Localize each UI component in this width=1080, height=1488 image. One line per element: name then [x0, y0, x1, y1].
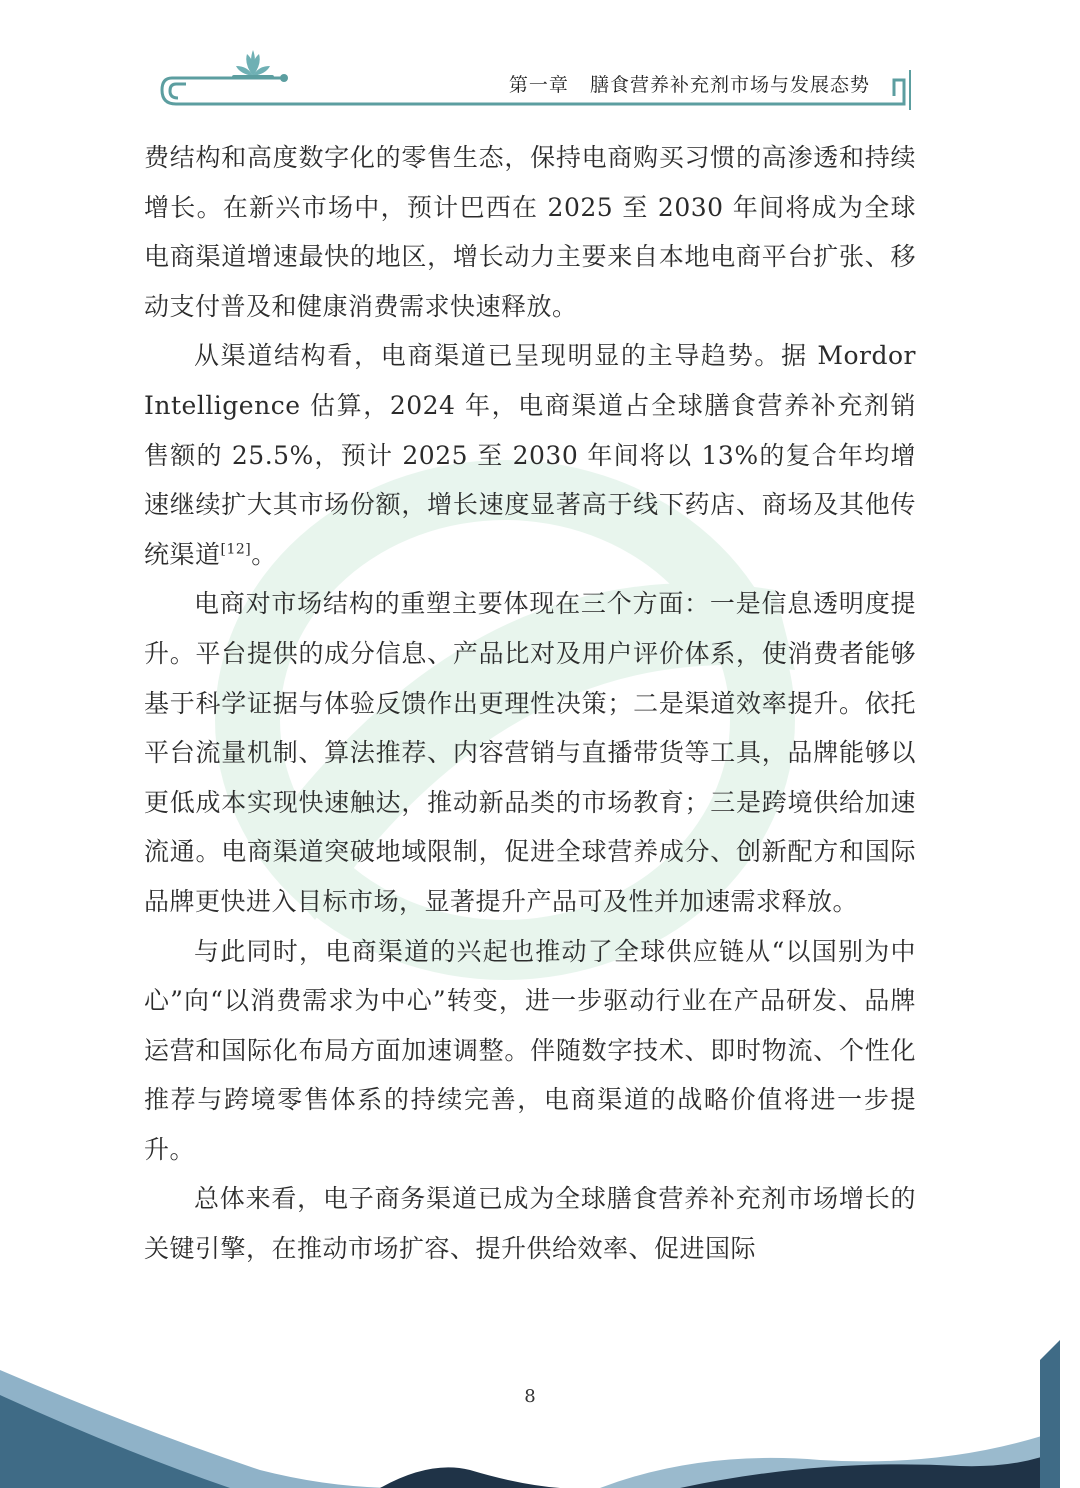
paragraph-2-end: 。 [251, 539, 277, 569]
lotus-icon [232, 50, 274, 79]
page-number: 8 [524, 1386, 536, 1407]
ornament-dot-icon [280, 74, 288, 82]
header-ornament [0, 0, 1080, 130]
chapter-title: 第一章 膳食营养补充剂市场与发展态势 [508, 74, 870, 96]
paragraph-3: 电商对市场结构的重塑主要体现在三个方面：一是信息透明度提升。平台提供的成分信息、产品比对及用户评价体系，使消费者能够基于科学证据与体验反馈作出更理性决策；二是渠道效率提升。依托平台流量机制、算法推荐、内容营销与直播带货等工具，品牌能够以更低成本实现快速触达，推动新品类的市场教育；三是跨境供给加速流通。电商渠道突破地域限制，促进全球营养成分、创新配方和国际品牌更快进入目标市场，显著提升产品可及性并加速需求释放。 [144, 589, 916, 916]
paragraph-2 [144, 331, 916, 579]
paragraph-5: 总体来看，电子商务渠道已成为全球膳食营养补充剂市场增长的关键引擎，在推动市场扩容、提升供给效率、促进国际 [144, 1184, 916, 1264]
citation-ref: [12] [220, 541, 252, 558]
paragraph-2-text: 从渠道结构看，电商渠道已呈现明显的主导趋势。据 Mordor Intelligence 估算，2024 年，电商渠道占全球膳食营养补充剂销售额的 25.5%，预计 2025 至 2030 年间将以 13%的复合年均增速继续扩大其市场份额，增长速度显著高于线下药店、商场及其他传统渠道 [144, 341, 916, 569]
paragraph-4: 与此同时，电商渠道的兴起也推动了全球供应链从“以国别为中心”向“以消费需求为中心”转变，进一步驱动行业在产品研发、品牌运营和国际化布局方面加速调整。伴随数字技术、即时物流、个性化推荐与跨境零售体系的持续完善，电商渠道的战略价值将进一步提升。 [144, 936, 916, 1164]
body-text [144, 133, 916, 1274]
paragraph-1: 费结构和高度数字化的零售生态，保持电商购买习惯的高渗透和持续增长。在新兴市场中，预计巴西在 2025 至 2030 年间将成为全球电商渠道增速最快的地区，增长动力主要来自本地电商平台扩张、移动支付普及和健康消费需求快速释放。 [144, 143, 916, 321]
bottom-wave-decoration [0, 1340, 1080, 1488]
